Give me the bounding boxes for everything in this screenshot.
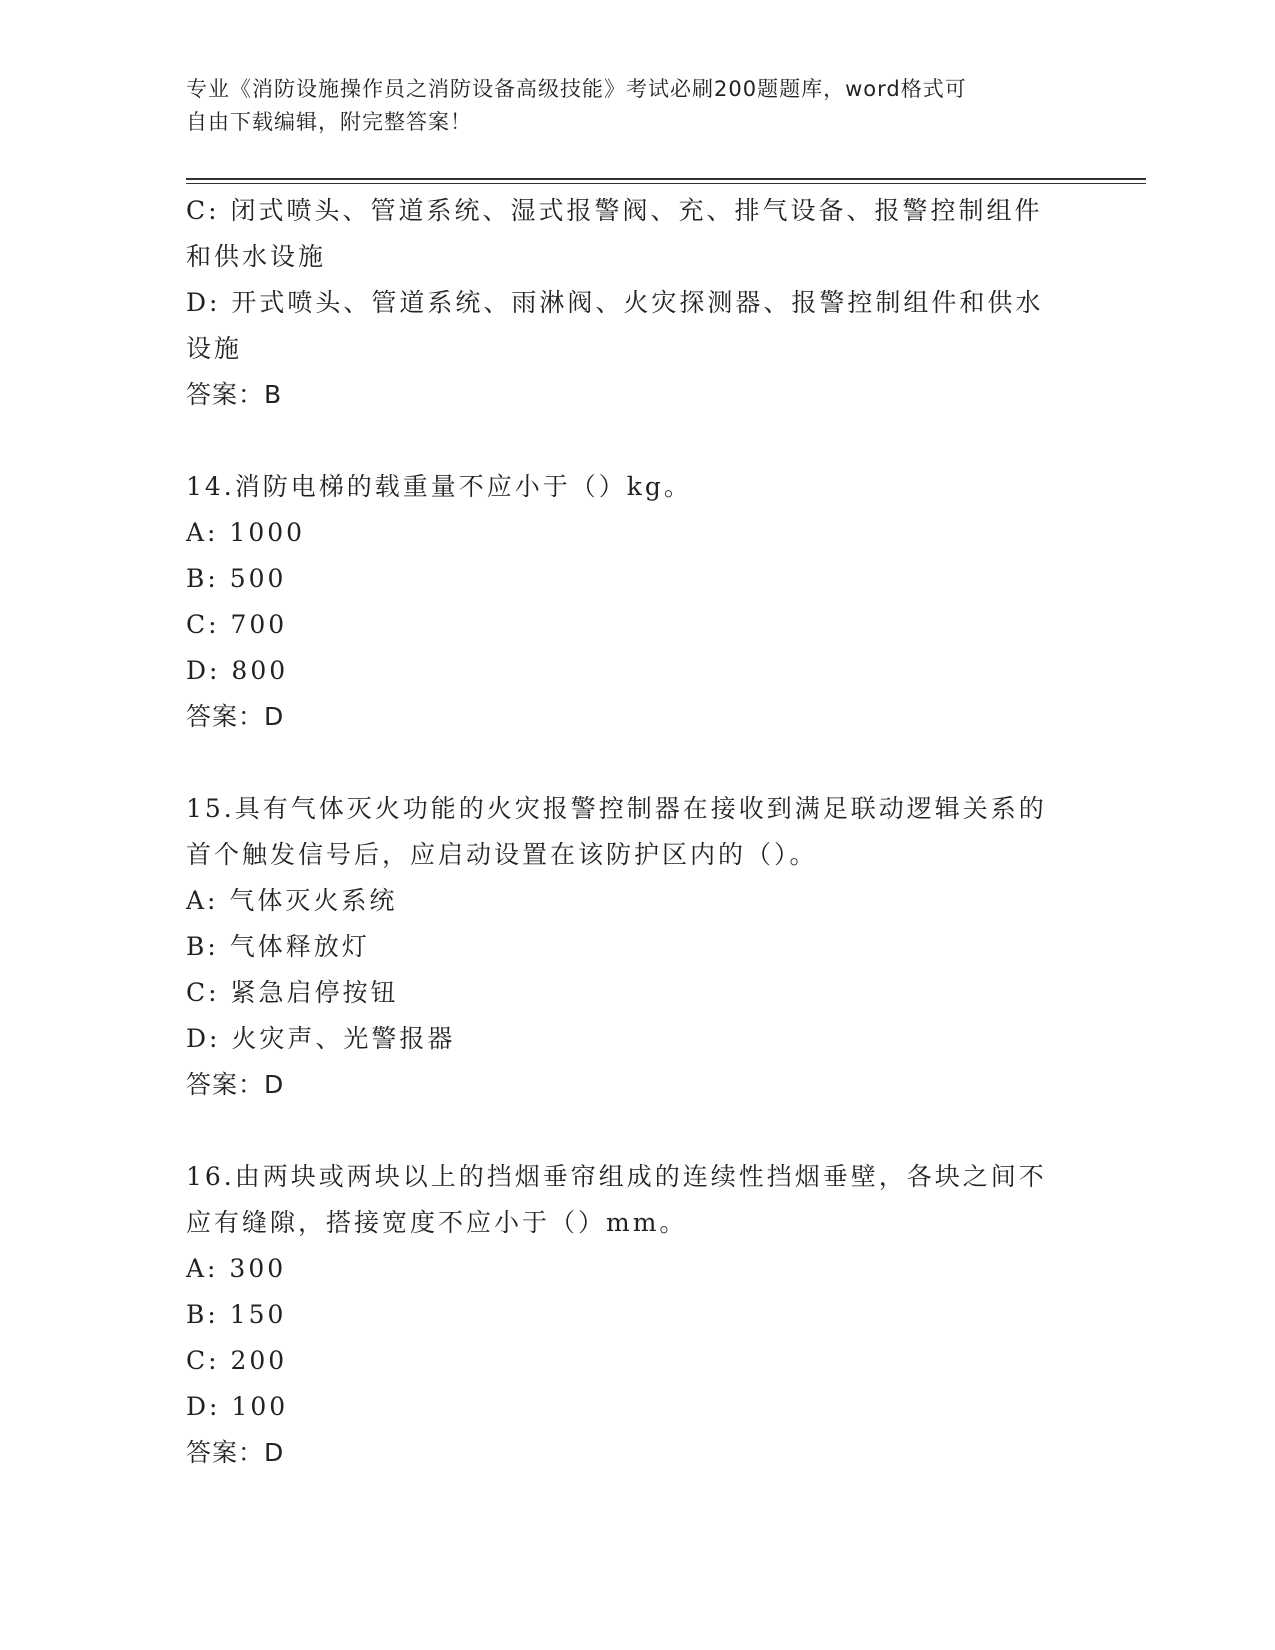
question-stem-continued: 应有缝隙，搭接宽度不应小于（）mm。: [186, 1208, 688, 1237]
option-a: A: 气体灭火系统: [186, 886, 398, 915]
option-b: B: 气体释放灯: [186, 932, 370, 961]
page-header: [186, 73, 1066, 139]
question-14: [186, 464, 1086, 740]
option-c: C: 700: [186, 610, 288, 639]
header-line-1: 专业《消防设施操作员之消防设备高级技能》考试必刷200题题库，word格式可: [186, 77, 967, 101]
option-c-line-2: 和供水设施: [186, 242, 327, 271]
option-d: D: 火灾声、光警报器: [186, 1024, 456, 1053]
option-d-line-1: D: 开式喷头、管道系统、雨淋阀、火灾探测器、报警控制组件和供水: [186, 288, 1044, 317]
answer-line: 答案：D: [186, 702, 285, 731]
option-a: A: 300: [186, 1254, 287, 1283]
question-stem: 15.具有气体灭火功能的火灾报警控制器在接收到满足联动逻辑关系的: [186, 794, 1047, 823]
question-15: [186, 786, 1086, 1108]
question-13-continued: [186, 188, 1086, 418]
question-stem: 14.消防电梯的载重量不应小于（）kg。: [186, 472, 692, 501]
answer-line: 答案：B: [186, 380, 283, 409]
option-d: D: 100: [186, 1392, 289, 1421]
question-16: [186, 1154, 1086, 1476]
option-d: D: 800: [186, 656, 289, 685]
document-body: [186, 188, 1086, 1476]
question-stem: 16.由两块或两块以上的挡烟垂帘组成的连续性挡烟垂壁，各块之间不: [186, 1162, 1047, 1191]
option-c-line-1: C: 闭式喷头、管道系统、湿式报警阀、充、排气设备、报警控制组件: [186, 196, 1043, 225]
option-d-line-2: 设施: [186, 334, 243, 363]
answer-line: 答案：D: [186, 1438, 285, 1467]
option-c: C: 紧急启停按钮: [186, 978, 399, 1007]
header-rule-thick: [186, 178, 1146, 180]
question-stem-continued: 首个触发信号后，应启动设置在该防护区内的（）。: [186, 840, 818, 869]
answer-line: 答案：D: [186, 1070, 285, 1099]
option-a: A: 1000: [186, 518, 306, 547]
header-rule-thin: [186, 183, 1146, 184]
option-c: C: 200: [186, 1346, 288, 1375]
option-b: B: 150: [186, 1300, 287, 1329]
option-b: B: 500: [186, 564, 287, 593]
header-line-2: 自由下载编辑，附完整答案！: [186, 110, 472, 134]
